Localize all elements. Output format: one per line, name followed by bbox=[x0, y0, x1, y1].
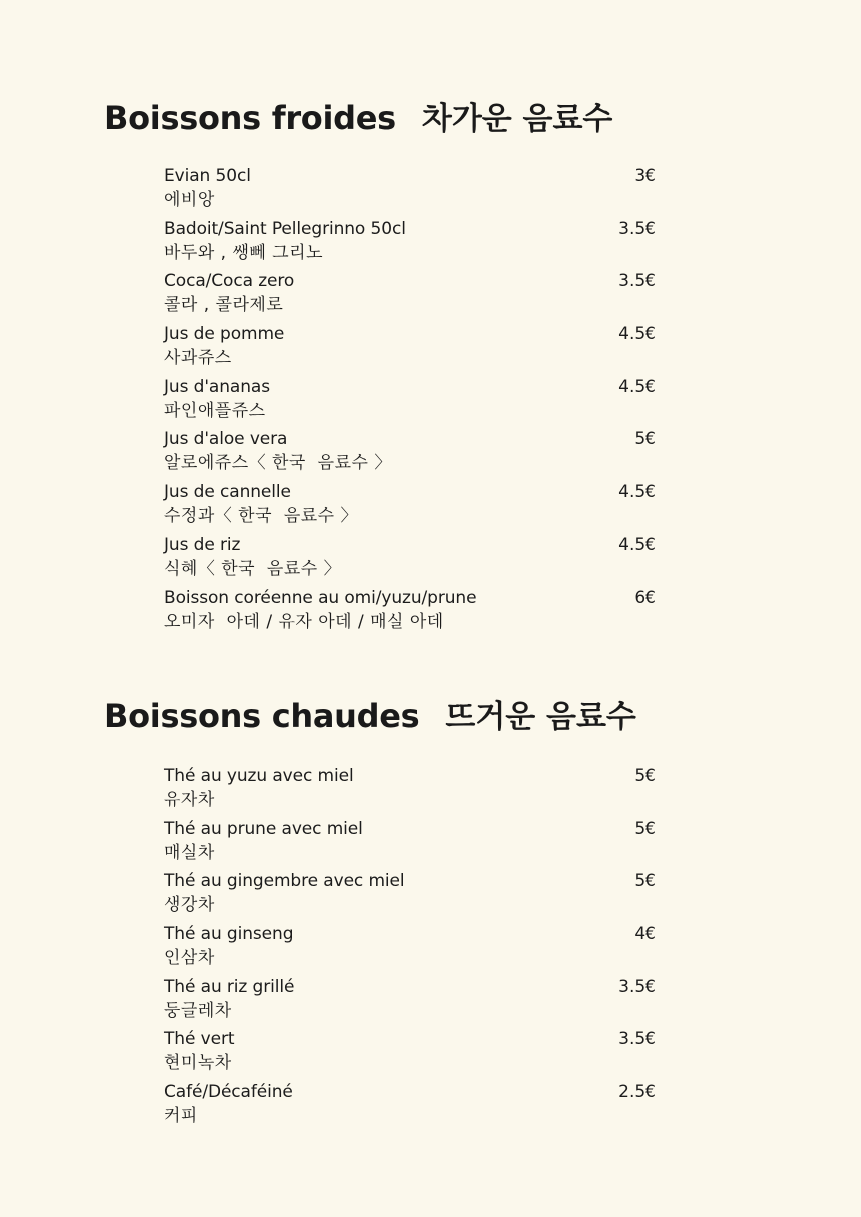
menu-item bbox=[164, 586, 656, 639]
menu-item bbox=[164, 869, 656, 922]
menu-item bbox=[164, 817, 656, 870]
item-name: Thé au riz grillé bbox=[164, 976, 295, 997]
item-name-ko: 에비앙 bbox=[164, 190, 215, 210]
item-name: Thé au ginseng bbox=[164, 924, 294, 945]
section-title-ko: 차가운 음료수 bbox=[421, 101, 613, 137]
item-price: 4€ bbox=[634, 924, 656, 945]
item-name: Jus d'aloe vera bbox=[164, 429, 288, 450]
item-name-ko: 식혜〈 한국 음료수 〉 bbox=[164, 558, 342, 579]
item-price: 6€ bbox=[634, 587, 656, 608]
item-price: 3.5€ bbox=[618, 1029, 656, 1050]
menu-item bbox=[164, 269, 656, 322]
item-name-ko: 알로에쥬스〈 한국 음료수 〉 bbox=[164, 453, 392, 474]
item-name-ko: 생강차 bbox=[164, 895, 215, 916]
item-name-ko: 콜라 , 콜라제로 bbox=[164, 295, 284, 316]
item-name-ko: 바두와 , 쌩뻬 그리노 bbox=[164, 242, 323, 263]
item-name: Badoit/Saint Pellegrinno 50cl bbox=[164, 218, 406, 239]
section-title-fr: Boissons froides bbox=[104, 99, 396, 137]
item-price: 2.5€ bbox=[618, 1082, 656, 1103]
menu-item bbox=[164, 164, 656, 217]
menu-item bbox=[164, 533, 656, 586]
menu-item bbox=[164, 375, 656, 428]
menu-item bbox=[164, 480, 656, 533]
menu-item bbox=[164, 764, 656, 817]
item-price: 4.5€ bbox=[618, 534, 656, 555]
item-price: 5€ bbox=[634, 766, 656, 786]
item-name: Jus de cannelle bbox=[164, 482, 291, 503]
item-price: 3.5€ bbox=[618, 976, 656, 997]
item-name-ko: 둥글레차 bbox=[164, 1000, 232, 1021]
menu-item bbox=[164, 322, 656, 375]
section-title-fr: Boissons chaudes bbox=[104, 697, 420, 735]
section-title-cold-drinks bbox=[104, 98, 612, 139]
item-name: Thé vert bbox=[164, 1029, 235, 1050]
item-price: 5€ bbox=[634, 818, 656, 839]
item-price: 4.5€ bbox=[618, 376, 656, 397]
item-name: Evian 50cl bbox=[164, 166, 251, 186]
section-title-ko: 뜨거운 음료수 bbox=[445, 699, 636, 735]
item-name: Jus de pomme bbox=[164, 324, 285, 345]
item-name: Coca/Coca zero bbox=[164, 271, 295, 292]
item-price: 4.5€ bbox=[618, 482, 656, 503]
item-name-ko: 파인애플쥬스 bbox=[164, 400, 266, 421]
menu-item bbox=[164, 427, 656, 480]
menu-item bbox=[164, 217, 656, 270]
menu-item bbox=[164, 975, 656, 1028]
menu-item bbox=[164, 922, 656, 975]
item-price: 3.5€ bbox=[618, 218, 656, 239]
item-name-ko: 유자차 bbox=[164, 790, 215, 810]
item-name-ko: 매실차 bbox=[164, 842, 215, 863]
item-name: Thé au gingembre avec miel bbox=[164, 871, 405, 892]
item-name: Boisson coréenne au omi/yuzu/prune bbox=[164, 587, 477, 608]
item-price: 5€ bbox=[634, 871, 656, 892]
menu-item bbox=[164, 1027, 656, 1080]
item-name-ko: 인삼차 bbox=[164, 948, 215, 969]
menu-item bbox=[164, 1080, 656, 1133]
item-name-ko: 수정과〈 한국 음료수 〉 bbox=[164, 506, 358, 527]
item-price: 3.5€ bbox=[618, 271, 656, 292]
item-price: 3€ bbox=[634, 166, 656, 186]
item-name-ko: 오미자 아데 / 유자 아데 / 매실 아데 bbox=[164, 611, 444, 632]
hot-drinks-list bbox=[164, 764, 656, 1133]
item-price: 5€ bbox=[634, 429, 656, 450]
item-name: Thé au yuzu avec miel bbox=[164, 766, 354, 786]
item-name-ko: 사과쥬스 bbox=[164, 348, 232, 369]
item-name-ko: 커피 bbox=[164, 1106, 198, 1127]
item-price: 4.5€ bbox=[618, 324, 656, 345]
cold-drinks-list bbox=[164, 164, 656, 638]
item-name: Jus de riz bbox=[164, 534, 241, 555]
item-name: Café/Décaféiné bbox=[164, 1082, 293, 1103]
item-name: Thé au prune avec miel bbox=[164, 818, 363, 839]
item-name: Jus d'ananas bbox=[164, 376, 270, 397]
item-name-ko: 현미녹차 bbox=[164, 1053, 232, 1074]
section-title-hot-drinks bbox=[104, 696, 636, 737]
